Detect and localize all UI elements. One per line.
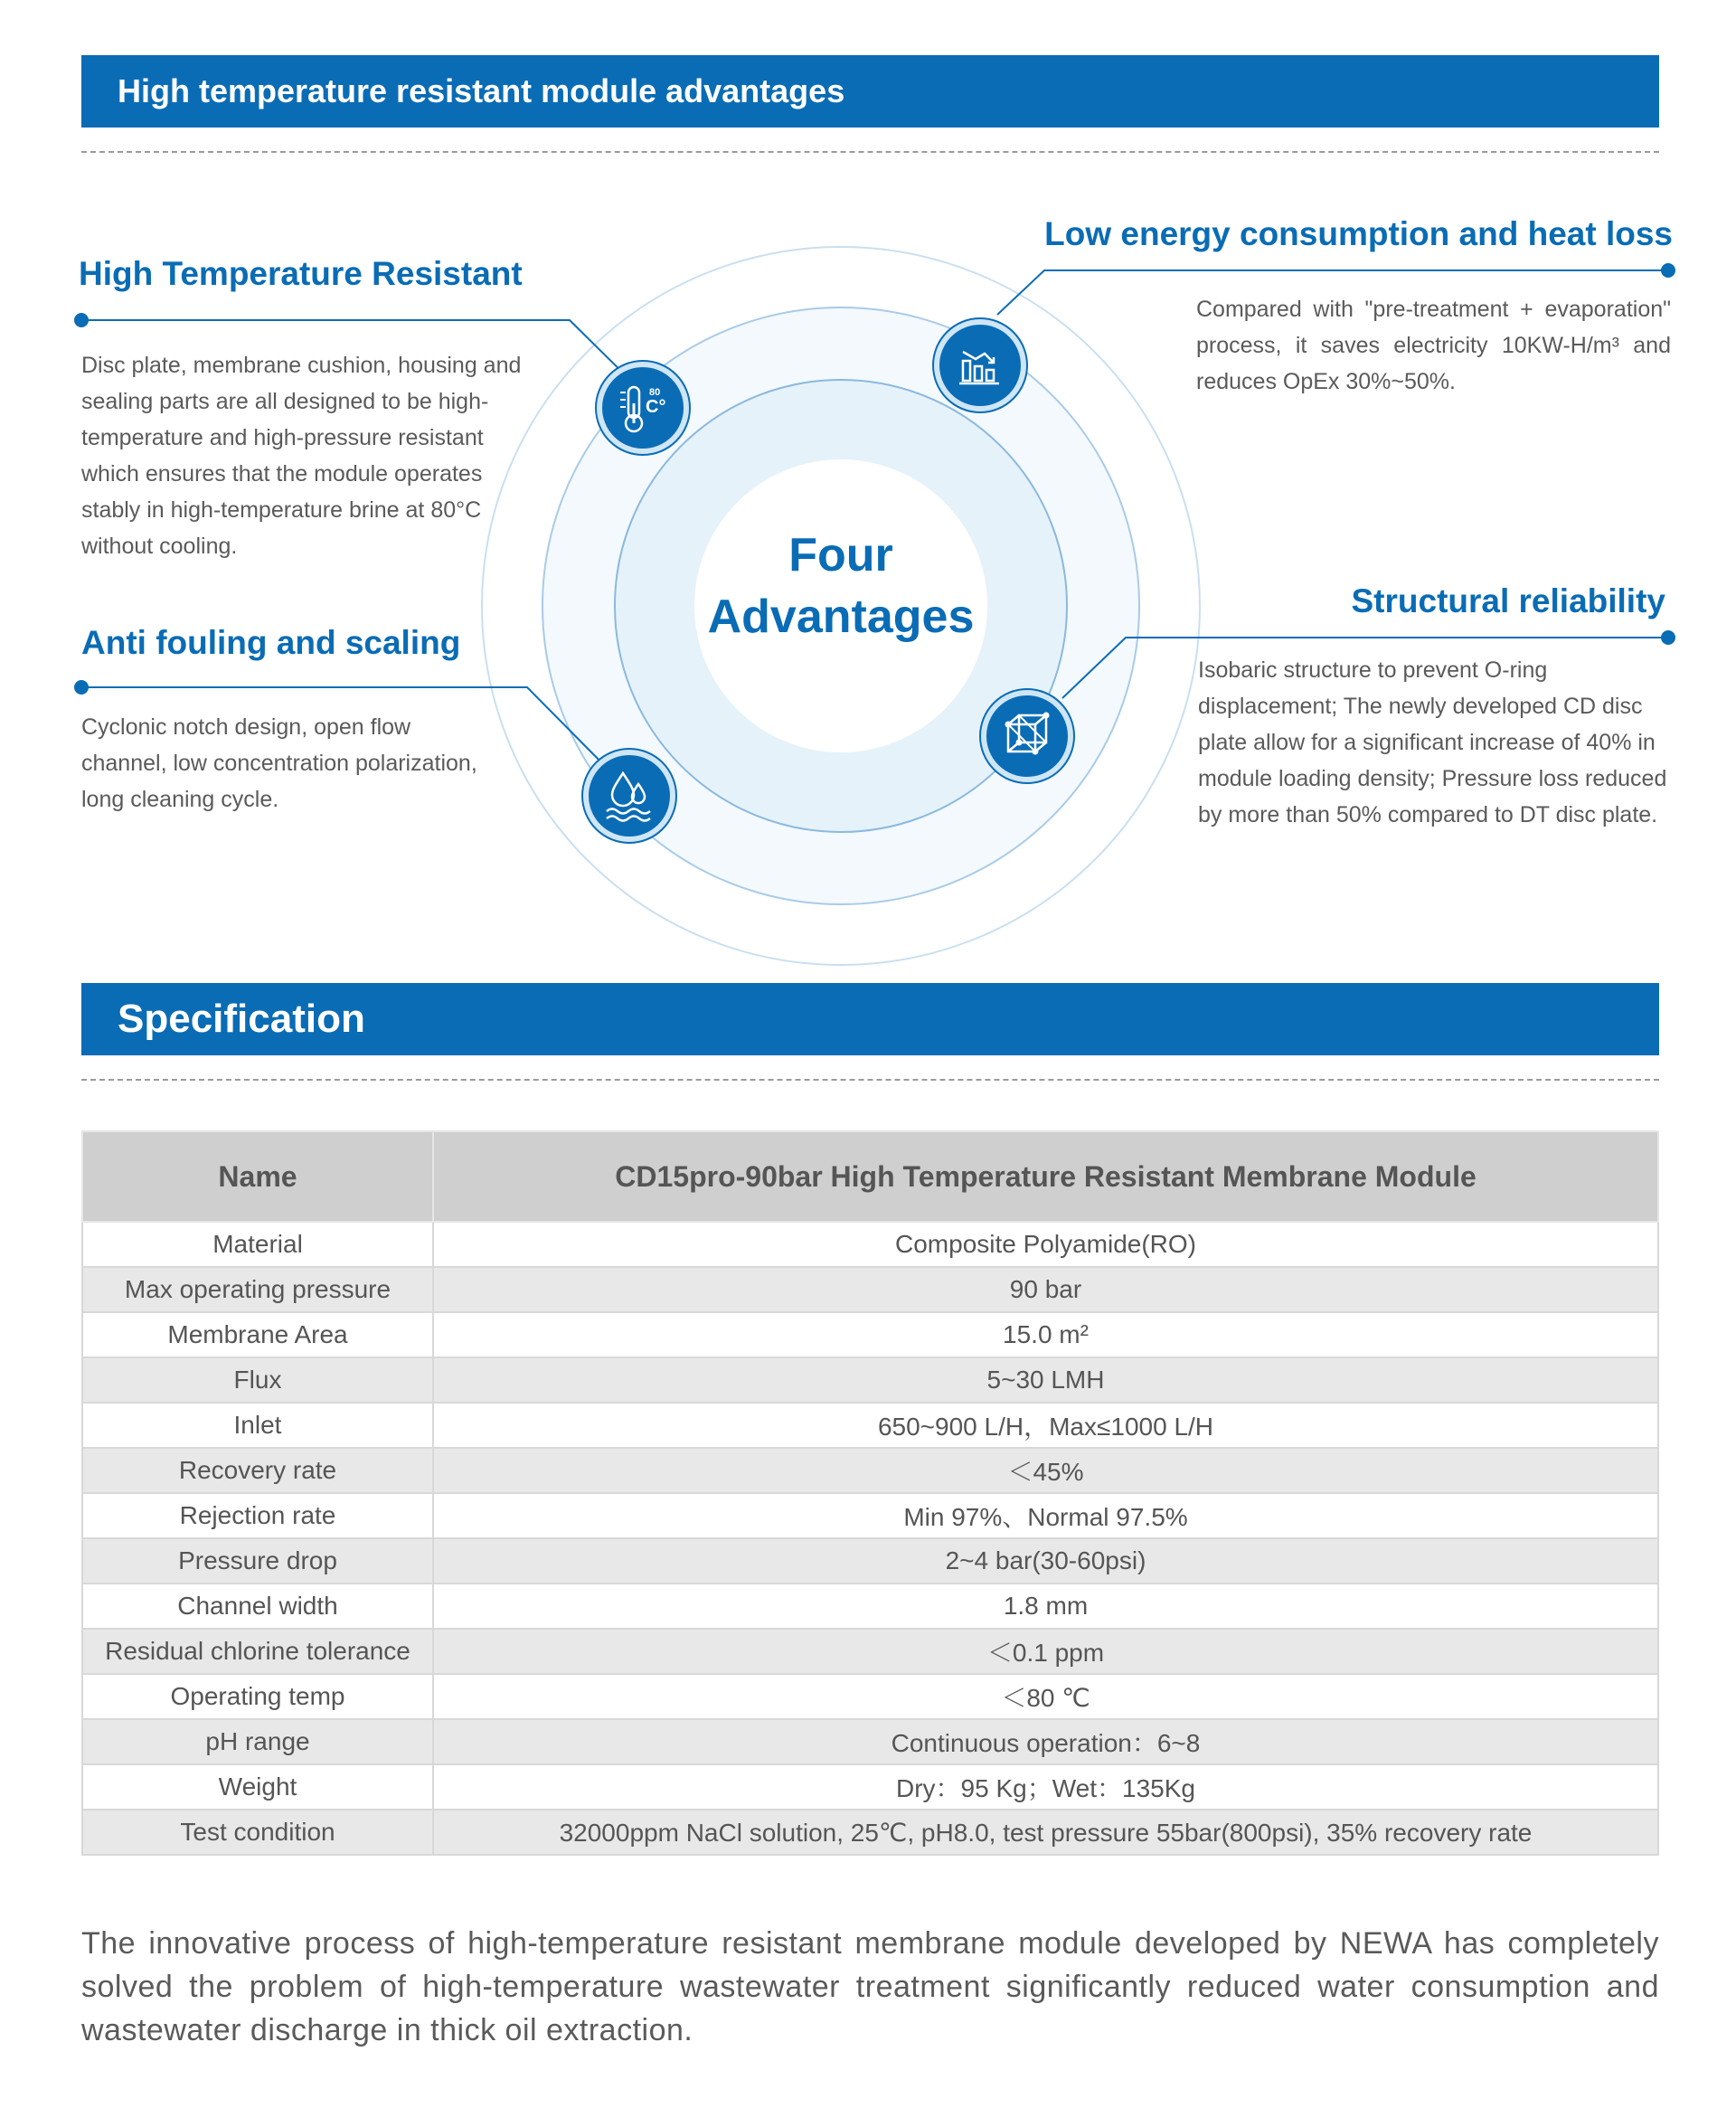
row-name: Weight xyxy=(82,1764,433,1810)
row-value: 5~30 LMH xyxy=(433,1357,1658,1403)
advantage-title-high-temp: High Temperature Resistant xyxy=(79,255,523,292)
table-row xyxy=(82,1357,1658,1403)
specification-table xyxy=(81,1130,1659,1856)
row-value: 90 bar xyxy=(433,1267,1658,1312)
row-name: Operating temp xyxy=(82,1674,433,1719)
center-label-line1: Four xyxy=(788,529,893,581)
advantage-text-high-temp: Disc plate, membrane cushion, housing and sealing parts are all designed to be high-temperature and high-pressure resistant which ensures that the module operates stably in high-temperature brine at 80°C without cooling. xyxy=(81,353,522,559)
table-row xyxy=(82,1810,1658,1855)
connector-dot xyxy=(74,313,89,327)
column-header-value: CD15pro-90bar High Temperature Resistant Membrane Module xyxy=(433,1131,1658,1222)
row-value: ＜80 ℃ xyxy=(433,1674,1658,1719)
row-name: Pressure drop xyxy=(82,1538,433,1583)
advantages-heading: High temperature resistant module advantages xyxy=(118,72,845,109)
table-row xyxy=(82,1222,1658,1267)
closing-paragraph: The innovative process of high-temperature resistant membrane module developed by NEWA has completely solved the problem of high-temperature wastewater treatment significantly reduced water consumption and wastewater discharge in thick oil extraction. xyxy=(81,1926,1659,2047)
row-value: ＜0.1 ppm xyxy=(433,1629,1658,1674)
table-row xyxy=(82,1267,1658,1312)
table-row xyxy=(82,1583,1658,1629)
advantage-title-low-energy: Low energy consumption and heat loss xyxy=(1044,215,1673,252)
row-value: Continuous operation：6~8 xyxy=(433,1719,1658,1764)
table-row xyxy=(82,1764,1658,1810)
table-row xyxy=(82,1538,1658,1583)
row-value: ＜45% xyxy=(433,1448,1658,1493)
row-value: 650~900 L/H，Max≤1000 L/H xyxy=(433,1403,1658,1448)
row-name: Residual chlorine tolerance xyxy=(82,1629,433,1674)
row-name: Flux xyxy=(82,1357,433,1403)
row-value: 32000ppm NaCl solution, 25℃, pH8.0, test pressure 55bar(800psi), 35% recovery rate xyxy=(433,1810,1658,1855)
row-name: Max operating pressure xyxy=(82,1267,433,1312)
specification-heading: Specification xyxy=(118,997,365,1041)
table-row xyxy=(82,1403,1658,1448)
row-value: 2~4 bar(30-60psi) xyxy=(433,1538,1658,1583)
divider xyxy=(81,151,1659,153)
table-header-row xyxy=(82,1131,1658,1222)
row-name: Rejection rate xyxy=(82,1493,433,1538)
advantages-banner xyxy=(81,55,1659,128)
thermometer-label: 80 xyxy=(649,387,661,398)
thermometer-unit: C° xyxy=(646,397,666,417)
row-name: Recovery rate xyxy=(82,1448,433,1493)
connector-dot xyxy=(1661,630,1675,645)
table-row xyxy=(82,1674,1658,1719)
thermometer-icon xyxy=(597,362,689,454)
center-label-line2: Advantages xyxy=(707,591,975,643)
advantage-text-structural: Isobaric structure to prevent O-ring displacement; The newly developed CD disc plate allow for a significant increase of 40% in module loading density; Pressure loss reduced by more than 50% compared to DT disc plate. xyxy=(1198,657,1667,827)
table-row xyxy=(82,1493,1658,1538)
advantage-title-anti-fouling: Anti fouling and scaling xyxy=(81,624,461,661)
connector-dot xyxy=(1661,263,1675,278)
row-value: Min 97%、Normal 97.5% xyxy=(433,1493,1658,1538)
divider xyxy=(81,1079,1659,1081)
advantage-text-low-energy: Compared with "pre-treatment + evaporation" process, it saves electricity 10KW-H/m³ and reduces OpEx 30%~50%. xyxy=(1196,297,1671,394)
row-name: Material xyxy=(82,1222,433,1267)
row-value: 15.0 m² xyxy=(433,1312,1658,1357)
row-name: Membrane Area xyxy=(82,1312,433,1357)
row-name: Channel width xyxy=(82,1583,433,1629)
table-row xyxy=(82,1719,1658,1764)
row-name: pH range xyxy=(82,1719,433,1764)
row-value: 1.8 mm xyxy=(433,1583,1658,1629)
table-row xyxy=(82,1629,1658,1674)
table-row xyxy=(82,1312,1658,1357)
energy-chart-icon xyxy=(934,319,1026,411)
column-header-name: Name xyxy=(82,1131,433,1222)
advantage-title-structural: Structural reliability xyxy=(1351,582,1665,619)
table-row xyxy=(82,1448,1658,1493)
advantage-text-anti-fouling: Cyclonic notch design, open flow channel, low concentration polarization, long cleaning cycle. xyxy=(81,714,477,812)
row-name: Test condition xyxy=(82,1810,433,1855)
structure-cube-icon xyxy=(981,690,1073,782)
row-value: Dry：95 Kg；Wet：135Kg xyxy=(433,1764,1658,1810)
center-label xyxy=(696,525,986,648)
connector-dot xyxy=(74,680,89,695)
row-name: Inlet xyxy=(82,1403,433,1448)
specification-banner xyxy=(81,983,1659,1055)
water-drops-icon xyxy=(583,750,675,842)
row-value: Composite Polyamide(RO) xyxy=(433,1222,1658,1267)
